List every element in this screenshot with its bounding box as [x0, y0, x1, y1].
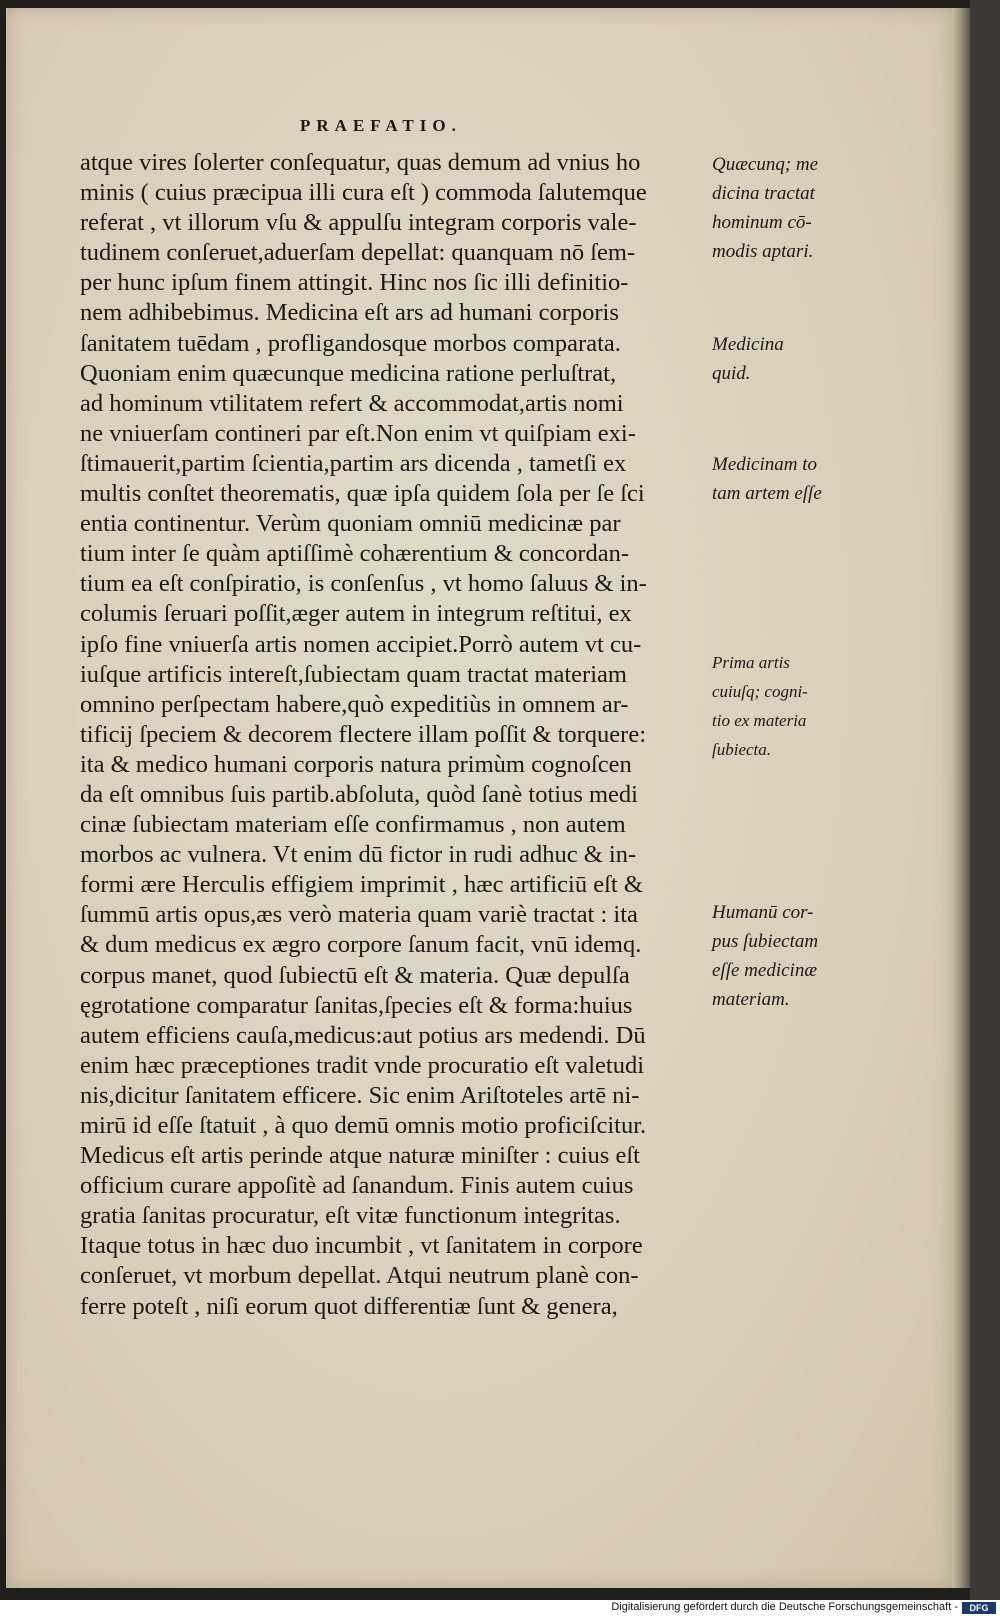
marginal-note-line: Quæcunq; me: [712, 154, 819, 175]
body-text-line: Medicus eſt artis perinde atque naturæ miniſter : cuius eſt: [80, 1142, 640, 1170]
marginal-note-line: dicina tractat: [712, 183, 815, 204]
body-text-line: tium ea eſt conſpiratio, is conſenſus , vt homo ſaluus & in-: [80, 570, 647, 598]
body-text-line: corpus manet, quod ſubiectū eſt & materia. Quæ depulſa: [80, 961, 630, 989]
body-text-line: da eſt omnibus ſuis partib.abſoluta, quòd ſanè totius medi: [80, 780, 638, 808]
dfg-logo: DFG: [962, 1602, 996, 1614]
body-text-line: conſeruet, vt morbum depellat. Atqui neutrum planè con-: [80, 1262, 639, 1290]
body-text-line: ferre poteſt , niſi eorum quot differentiæ ſunt & genera,: [80, 1292, 618, 1320]
marginal-note-line: ſubiecta.: [712, 740, 772, 759]
body-text-line: mirū id eſſe ſtatuit , à quo demū omnis motio proficiſcitur.: [80, 1112, 647, 1139]
body-text-line: cinæ ſubiectam materiam eſſe confirmamus , non autem: [80, 811, 626, 839]
funding-credit: Digitalisierung gefördert durch die Deutsche Forschungsgemeinschaft -: [611, 1601, 958, 1613]
body-text-line: entia continentur. Verùm quoniam omniū medicinæ par: [80, 510, 621, 538]
body-text-line: tium inter ſe quàm aptiſſimè cohærentium & concordan-: [80, 540, 630, 568]
marginal-note-line: Medicinam to: [712, 454, 818, 475]
body-text-line: minis ( cuius præcipua illi cura eſt ) commoda ſalutemque: [80, 179, 647, 207]
marginal-note-line: tam artem eſſe: [712, 483, 822, 504]
marginal-note-line: Humanū cor-: [712, 902, 814, 923]
body-text-line: gratia ſanitas procuratur, eſt vitæ functionum integritas.: [80, 1202, 621, 1230]
marginal-note-line: quid.: [712, 363, 751, 384]
marginal-note-line: Prima artis: [712, 653, 790, 672]
body-text-line: autem efficiens cauſa,medicus:aut potius ars medendi. Dū: [80, 1021, 646, 1049]
body-text-line: nem adhibebimus. Medicina eſt ars ad humani corporis: [80, 299, 619, 327]
body-text-line: ad hominum vtilitatem refert & accommodat,artis nomi: [80, 389, 624, 417]
body-text-line: tificij ſpeciem & decorem flectere illam poſſit & torquere:: [80, 720, 647, 748]
body-text-line: ne vniuerſam contineri par eſt.Non enim vt quiſpiam exi-: [80, 419, 636, 447]
body-text-line: per hunc ipſum finem attingit. Hinc nos ſic illi definitio-: [80, 269, 629, 297]
body-text-line: tudinem conſeruet,aduerſam depellat: quanquam nō ſem-: [80, 239, 636, 267]
marginal-note-line: Medicina: [712, 334, 784, 355]
body-text-line: Quoniam enim quæcunque medicina ratione perluſtrat,: [80, 359, 617, 387]
marginal-note-3: [712, 450, 862, 508]
body-text-line: ita & medico humani corporis natura primùm cognoſcen: [80, 750, 632, 778]
body-text-line: & dum medicus ex ægro corpore ſanum facit, vnū idemq.: [80, 931, 642, 959]
marginal-note-line: modis aptari.: [712, 241, 814, 262]
body-text-line: officium curare appoſitè ad ſanandum. Finis autem cuius: [80, 1172, 634, 1200]
marginal-note-line: hominum cō-: [712, 212, 812, 233]
body-text-line: morbos ac vulnera. Vt enim dū fictor in rudi adhuc & in-: [80, 841, 637, 869]
marginal-note-line: tio ex materia: [712, 711, 807, 730]
digitization-footer: [0, 1600, 1000, 1616]
body-text-line: ſtimauerit,partim ſcientia,partim ars dicenda , tametſi ex: [80, 449, 627, 477]
marginal-note-line: pus ſubiectam: [712, 931, 819, 952]
body-text-line: ſanitatem tuēdam , profligandosque morbos comparata.: [80, 329, 621, 357]
body-text-line: multis conſtet theorematis, quæ ipſa quidem ſola per ſe ſci: [80, 480, 645, 508]
running-head: PRAEFATIO.: [300, 116, 462, 135]
marginal-note-line: eſſe medicinæ: [712, 960, 817, 981]
body-text-line: formi ære Herculis effigiem imprimit , hæc artificiū eſt &: [80, 871, 643, 899]
body-text-line: iuſque artificis intereſt,ſubiectam quam tractat materiam: [80, 660, 627, 688]
body-text-line: columis ſeruari poſſit,æger autem in integrum reſtitui, ex: [80, 600, 632, 628]
marginal-note-1: [712, 150, 862, 266]
body-text-line: referat , vt illorum vſu & appulſu integram corporis vale-: [80, 209, 637, 237]
body-text-line: enim hæc præceptiones tradit vnde procuratio eſt valetudi: [80, 1051, 645, 1079]
marginal-note-line: cuiuſq; cogni-: [712, 682, 808, 701]
body-text-line: ęgrotatione comparatur ſanitas,ſpecies eſt & forma:huius: [80, 991, 633, 1019]
body-text-line: omnino perſpectam habere,quò expeditiùs in omnem ar-: [80, 690, 629, 718]
body-text-line: nis,dicitur ſanitatem efficere. Sic enim Ariſtoteles artē ni-: [80, 1081, 640, 1109]
body-text-line: ſummū artis opus,æs verò materia quam variè tractat : ita: [80, 901, 638, 929]
body-text-line: ipſo fine vniuerſa artis nomen accipiet.Porrò autem vt cu-: [80, 630, 642, 658]
body-text-line: atque vires ſolerter conſequatur, quas demum ad vnius ho: [80, 149, 641, 176]
marginal-note-5: [712, 898, 862, 1014]
marginal-note-4: [712, 648, 862, 764]
body-text-line: Itaque totus in hæc duo incumbit , vt ſanitatem in corpore: [80, 1232, 643, 1260]
marginal-note-2: [712, 330, 862, 388]
marginal-note-line: materiam.: [712, 989, 790, 1010]
body-text: [80, 148, 700, 1322]
page-fore-edge: [952, 8, 970, 1588]
